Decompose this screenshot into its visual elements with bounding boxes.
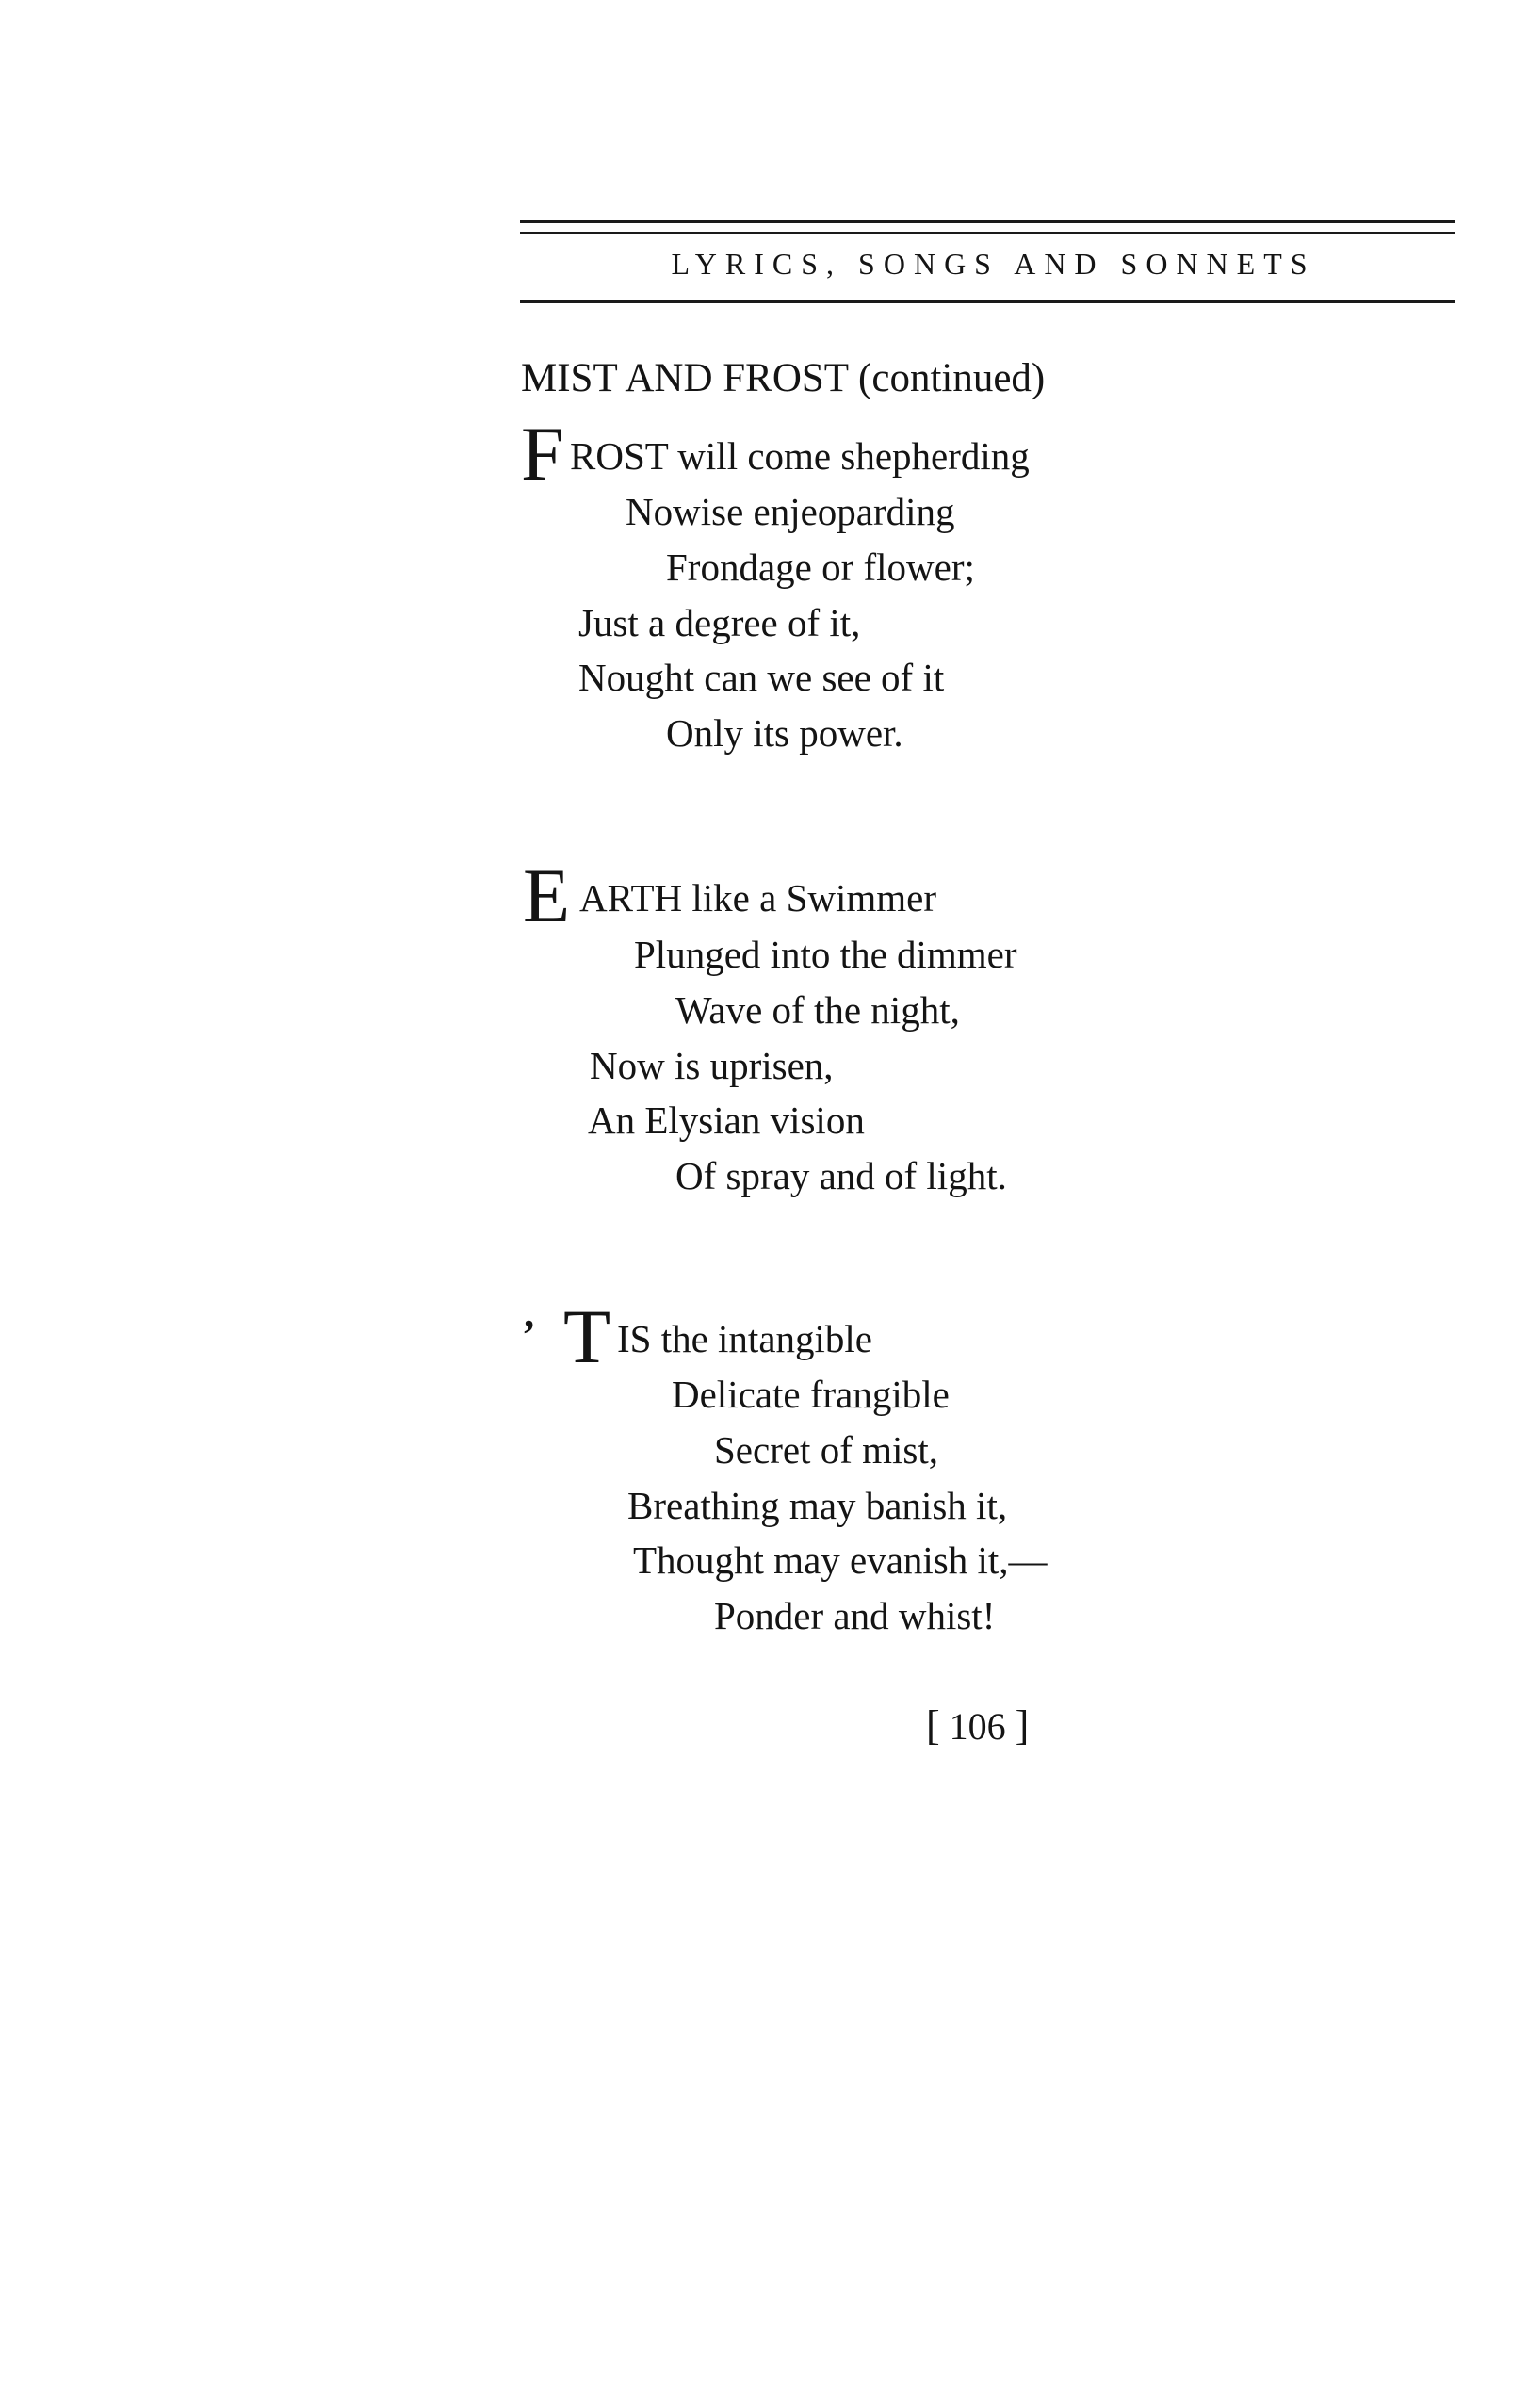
verse-line: An Elysian vision <box>588 1098 865 1142</box>
folio-bracket-close: ] <box>1015 1702 1030 1749</box>
apostrophe: ’ <box>522 1311 536 1358</box>
poem-title: MIST AND FROST (continued) <box>521 356 1046 400</box>
verse-line: Thought may evanish it,— <box>633 1538 1048 1582</box>
verse-line: Frondage or flower; <box>666 545 975 589</box>
header-rule-bottom <box>520 300 1455 303</box>
header-rule-top-thin <box>520 232 1455 234</box>
verse-line: IS the intangible <box>617 1317 873 1360</box>
verse-line: Wave of the night, <box>675 988 960 1032</box>
verse-line: Breathing may banish it, <box>627 1484 1008 1527</box>
page-number <box>926 1702 1029 1750</box>
verse-line: Ponder and whist! <box>714 1594 996 1637</box>
folio-number: 106 <box>949 1705 1006 1748</box>
verse-line: Just a degree of it, <box>578 601 861 644</box>
header-rule-top <box>520 220 1455 223</box>
verse-line: Nought can we see of it <box>578 656 945 699</box>
running-head: LYRICS, SONGS AND SONNETS <box>671 247 1316 281</box>
verse-line: ARTH like a Swimmer <box>579 876 937 919</box>
drop-cap: F <box>521 411 564 496</box>
folio-bracket-open: [ <box>926 1702 940 1749</box>
verse-line: Delicate frangible <box>672 1373 950 1416</box>
verse-line: Secret of mist, <box>714 1428 938 1472</box>
drop-cap: T <box>563 1293 611 1379</box>
verse-line: ROST will come shepherding <box>570 434 1030 478</box>
verse-line: Only its power. <box>666 711 903 755</box>
verse-line: Now is uprisen, <box>590 1044 834 1087</box>
drop-cap: E <box>523 853 571 938</box>
verse-line: Of spray and of light. <box>675 1154 1007 1197</box>
verse-line: Plunged into the dimmer <box>634 933 1017 976</box>
verse-line: Nowise enjeoparding <box>626 490 955 533</box>
